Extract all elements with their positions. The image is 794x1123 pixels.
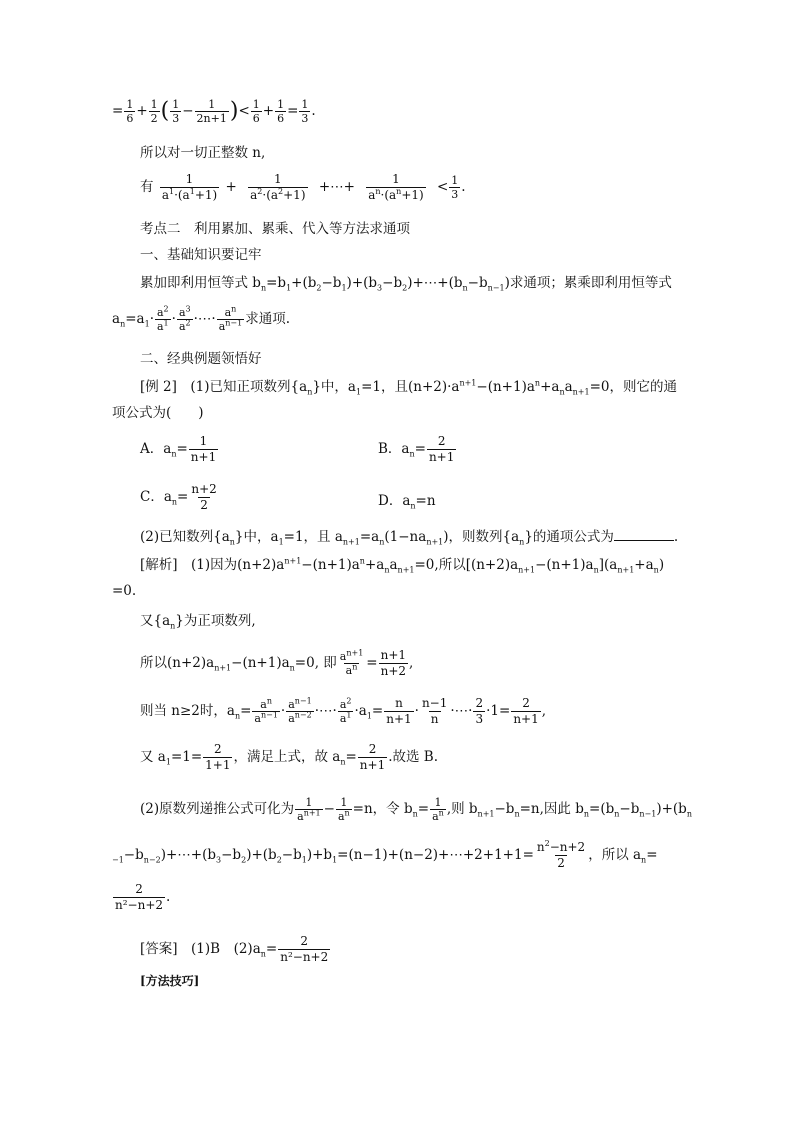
analysis-line-4: 所以$(n+2)a_{n+1}-(n+1)a_n=0$, 即 $\frac{a^{n+1}}{a^n}$ = $\frac{n+1}{n+2}$ , bbox=[140, 648, 414, 678]
analysis-line-3: 又$\{a_n\}$为正项数列, bbox=[140, 613, 256, 631]
equation-line-1: = $\frac{1}{6}$ + $\frac{1}{2}$ ( $\frac{1}{3}$ − $\frac{1}{2n+1}$ )< $\frac{1}{6}$ + $\frac{1}{6}$ = $\frac{1}{3}$ . bbox=[112, 98, 316, 125]
analysis-line-1: [解析] (1)因为$(n+2)a^{n+1}-(n+1)a^n+a_na_{n+1}=0$,所以$[(n+2)a_{n+1}-(n+1)a_n](a_{n+1}+a_n)$ bbox=[140, 556, 665, 575]
analysis-line-2: =0. bbox=[112, 583, 137, 599]
equation-line-3: 有 $\frac{1}{a^1\cdot(a^1+1)}$ + $\frac{1}{a^2\cdot(a^2+1)}$ +⋯+ $\frac{1}{a^n\cdot(a^n+1)}$ < $\frac{1}{3}$ . bbox=[140, 172, 466, 202]
subheading-2: 二、经典例题领悟好 bbox=[140, 351, 262, 367]
option-b: B．$a_n=$ $\frac{2}{n+1}$ bbox=[378, 434, 455, 464]
option-c: C．$a_n=$ $\frac{n+2}{2}$ bbox=[140, 482, 217, 512]
example-line-1: [例 2] (1)已知正项数列$\{a_n\}$中，$a_1=1$，且$(n+2)\cdot a^{n+1}-(n+1)a^n+a_na_{n+1}=0$，则它的通 bbox=[140, 378, 678, 397]
method-tips-label: [方法技巧] bbox=[140, 974, 200, 988]
analysis-line-6: 又 $a_1=1=$ $\frac{2}{1+1}$ ，满足上式，故 $a_n=$ $\frac{2}{n+1}$ .故选 B. bbox=[140, 742, 439, 772]
option-d: D．$a_n=n$ bbox=[378, 493, 436, 511]
subheading-1: 一、基础知识要记牢 bbox=[140, 247, 262, 263]
analysis-line-8: $_{-1}-b_{n-2})+\cdots+(b_3-b_2)+(b_2-b_1)+b_1=(n-1)+(n-2)+\cdots+2+1+1=$ $\frac{n^2-n+2}{2}$ ，所以 $a_n=$ bbox=[112, 839, 658, 870]
answer-line: [答案] (1)B $(2)a_n=$ $\frac{2}{\text{n²−n+2}}$ bbox=[140, 934, 329, 964]
question-2-line: (2)已知数列$\{a_n\}$中，$a_1=1$，且 $a_{n+1}=a_n(1-na_{n+1})$，则数列$\{a_n\}$的通项公式为 . bbox=[140, 529, 679, 547]
analysis-line-9: $\frac{2}{\text{n²−n+2}}$ . bbox=[115, 882, 171, 912]
text-line-2: 所以对一切正整数 n, bbox=[140, 145, 266, 161]
section-heading: 考点二 利用累加、累乘、代入等方法求通项 bbox=[140, 221, 410, 237]
example-line-2: 项公式为( ) bbox=[112, 405, 204, 421]
answer-blank bbox=[614, 528, 674, 541]
equation-line-7: $a_n=a_1\cdot$ $\frac{a^2}{a^1}$ · $\frac{a^3}{a^2}$ ·⋯· $\frac{a^n}{a^{n-1}}$ 求通项. bbox=[112, 304, 290, 333]
text-line-6: 累加即利用恒等式 $b_n=b_1+(b_2-b_1)+(b_3-b_2)+\cdots+(b_n-b_{n-1})$求通项；累乘即利用恒等式 bbox=[140, 275, 672, 293]
analysis-line-5: 则当 n≥2时，$a_n=$ $\frac{a^n}{a^{n-1}}$ · $\frac{a^{n-1}}{a^{n-2}}$ ·⋯· $\frac{a^2}{a^1}$ $\cdot a_1=$ $\frac{n}{n+1}$ · $\frac{n-1}{n}$ ·⋯· $\frac{2}{3}$ ·1= $\frac{2}{n+1}$ , bbox=[140, 696, 547, 726]
option-a: A．$a_n=$ $\frac{1}{n+1}$ bbox=[140, 434, 217, 464]
analysis-line-7: (2)原数列递推公式可化为 $\frac{1}{a^{n+1}}$ − $\frac{1}{a^n}$ =n，令 $b_n=$ $\frac{1}{a^n}$ ,则 $b_{n+1}-b_n=n$,因此 $b_n=(b_n-b_{n-1})+(b_n$ bbox=[140, 796, 692, 823]
